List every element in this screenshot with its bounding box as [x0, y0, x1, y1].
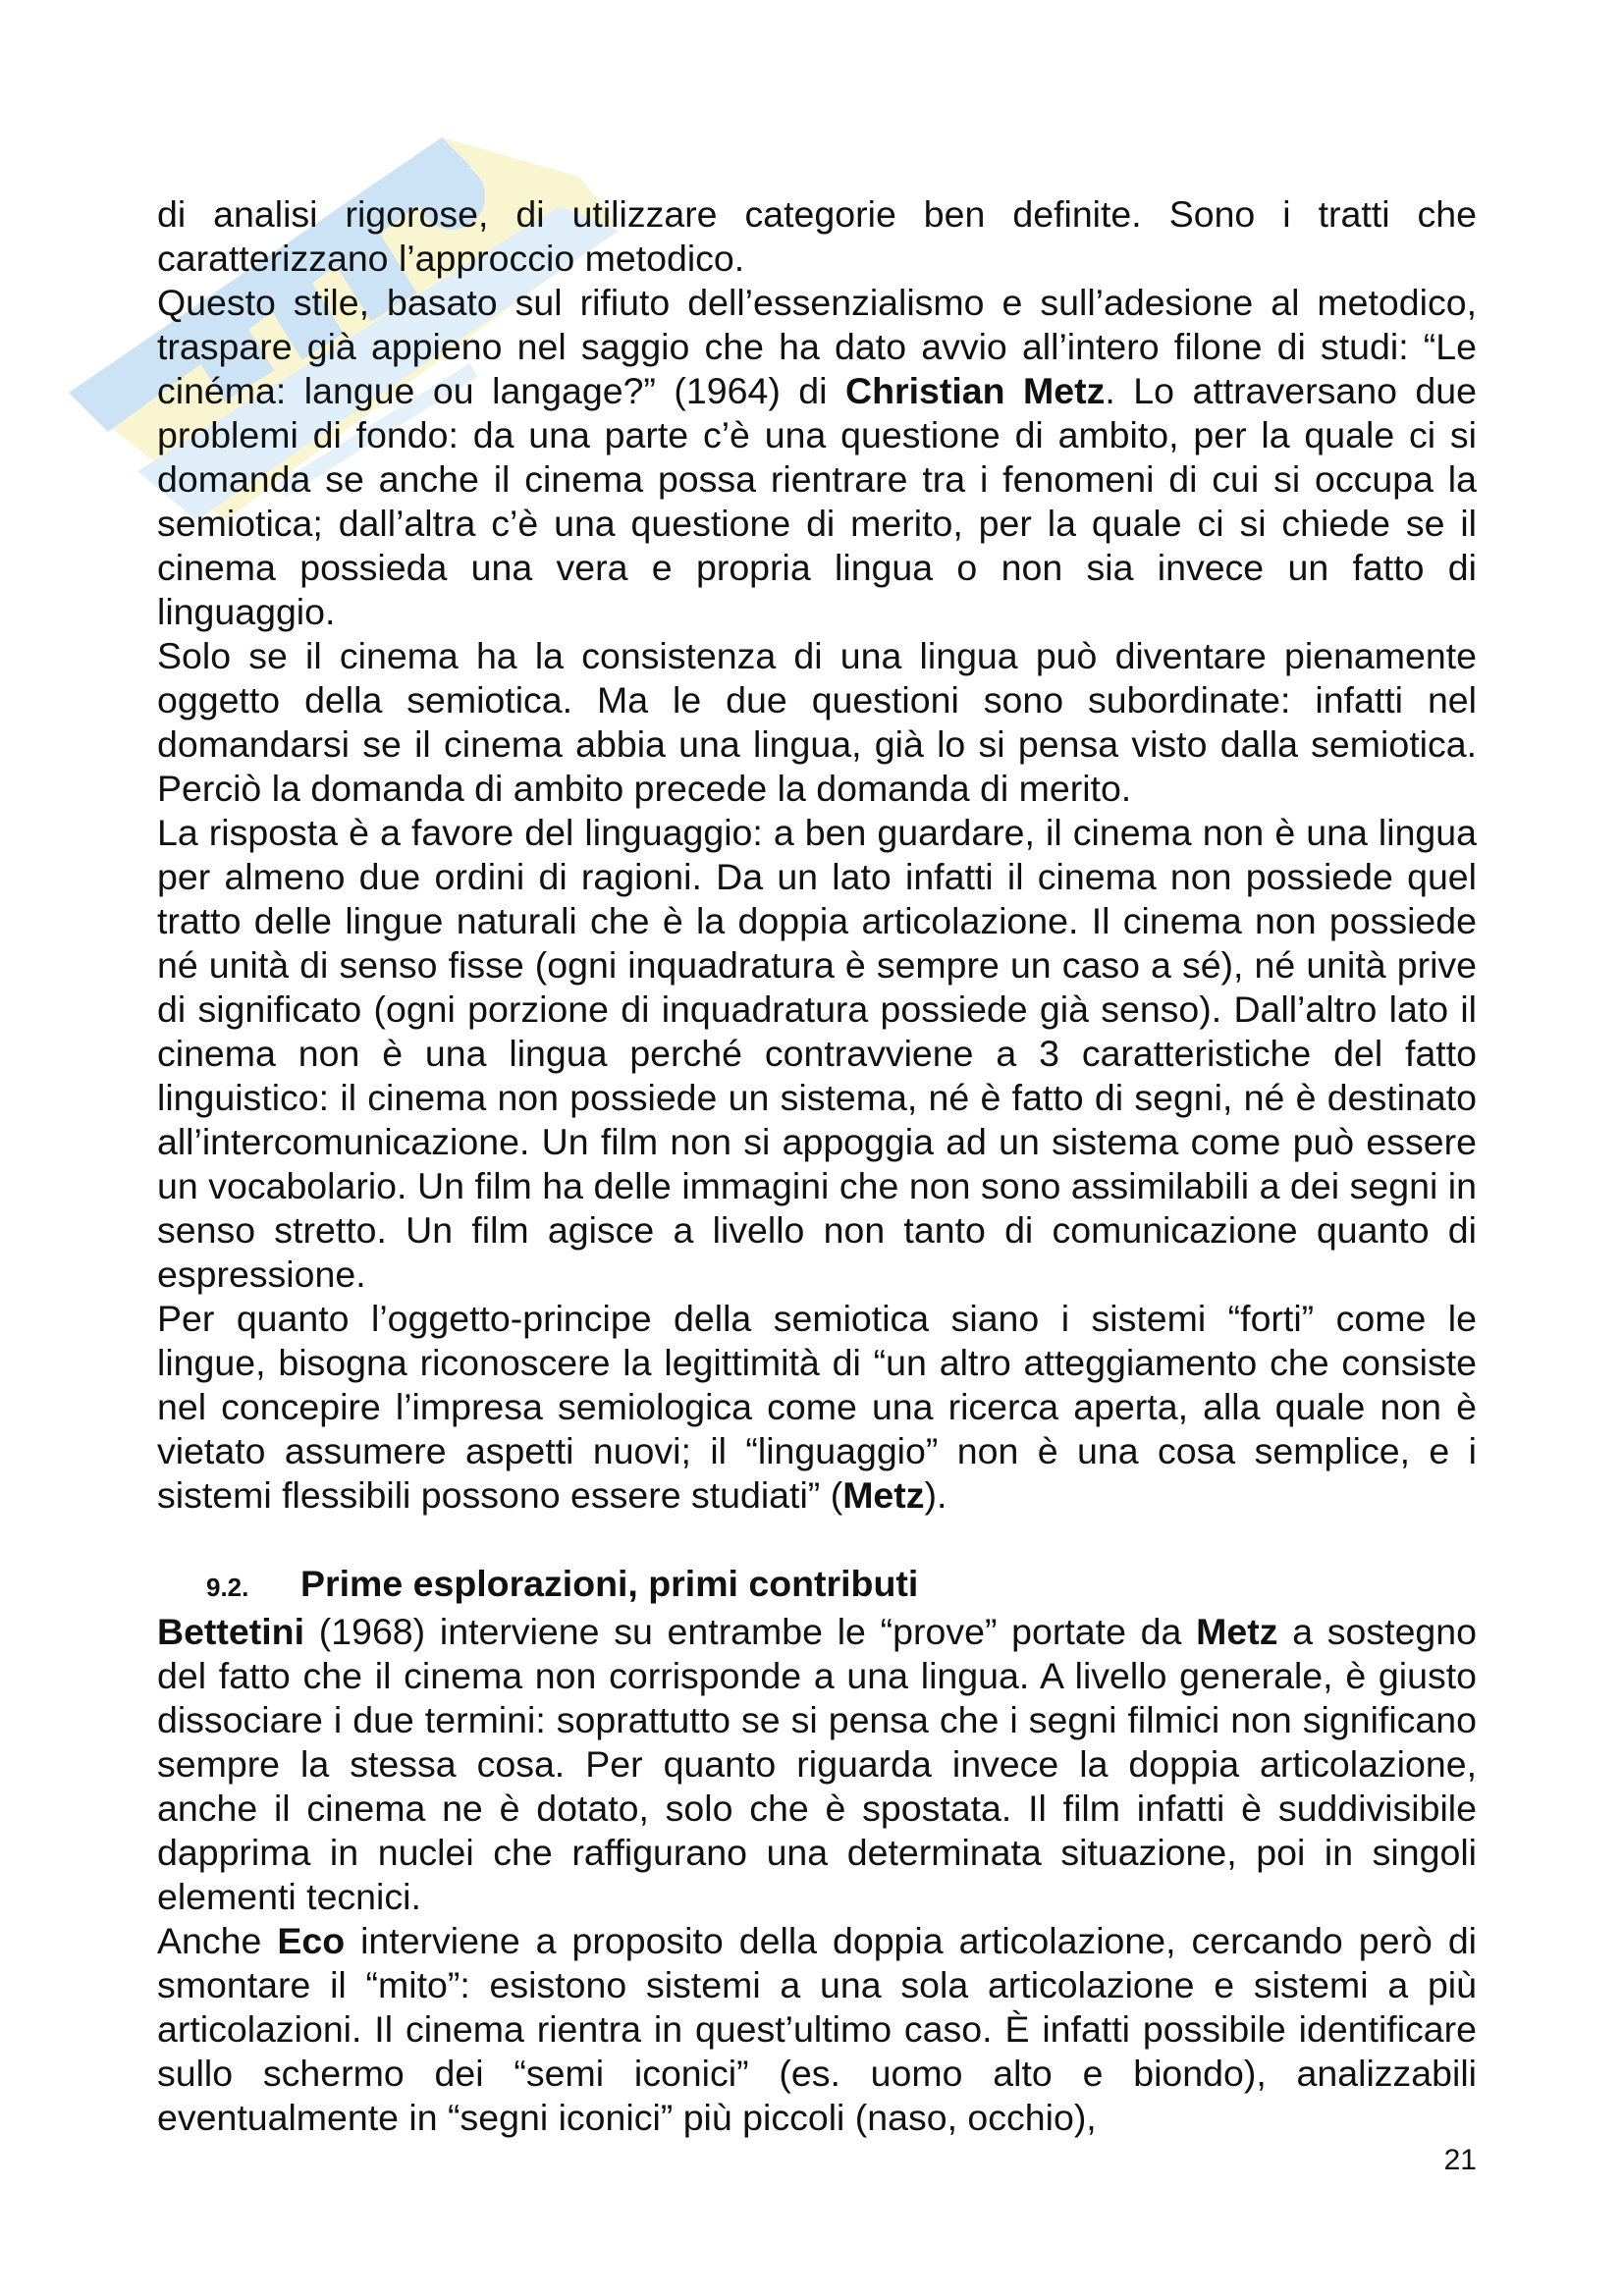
section-number: 9.2. — [206, 1573, 249, 1602]
paragraph-1 — [157, 192, 1477, 281]
text-run: La risposta è a favore del linguaggio: a ben guardare, il cinema non è una lingua per almeno due ordini di ragioni. Da un lato infatti il cinema non possiede quel tratto delle lingue naturali che è la doppia articolazione. Il cinema non possiede né unità di senso fisse (ogni inquadratura è sempre un caso a sé), né unità prive di significato (ogni porzione di inquadratura possiede già senso). Dall’altro lato il cinema non è una lingua perché contravviene a 3 caratteristiche del fatto linguistico: il cinema non possiede un sistema, né è fatto di segni, né è destinato all’intercomunicazione. Un film non si appoggia ad un sistema come può essere un vocabolario. Un film ha delle immagini che non sono assimilabili a dei segni in senso stretto. Un film agisce a livello non tanto di comunicazione quanto di espressione. — [157, 812, 1477, 1295]
text-run: (1968) interviene su entrambe le “prove” portate da — [304, 1611, 1197, 1652]
author-name-bold: Bettetini — [157, 1611, 304, 1652]
author-name-bold: Christian Metz — [845, 370, 1106, 411]
author-name-bold: Metz — [842, 1474, 925, 1516]
text-run: interviene a proposito della doppia articolazione, cercando però di smontare il “mito”: esistono sistemi a una sola articolazione e sistemi a più articolazioni. Il cinema rientra in quest’ultimo caso. È infatti possibile identificare sullo schermo dei “semi iconici” (es. uomo alto e biondo), analizzabili eventualmente in “segni iconici” più piccoli (naso, occhio), — [157, 1920, 1478, 2138]
paragraph-5 — [157, 1297, 1477, 1518]
text-run: Anche — [157, 1920, 278, 1961]
document-body — [157, 192, 1477, 2140]
text-run: di analisi rigorose, di utilizzare categorie ben definite. Sono i tratti che caratterizzano l’approccio metodico. — [157, 193, 1477, 279]
paragraph-2 — [157, 281, 1477, 634]
paragraph-7 — [157, 1919, 1477, 2140]
paragraph-3 — [157, 634, 1477, 811]
text-run: a sostegno del fatto che il cinema non corrisponde a una lingua. A livello generale, è giusto dissociare i due termini: soprattutto se si pensa che i segni filmici non significano sempre la stessa cosa. Per quanto riguarda invece la doppia articolazione, anche il cinema ne è dotato, solo che è spostata. Il film infatti è suddivisibile dapprima in nuclei che raffigurano una determinata situazione, poi in singoli elementi tecnici. — [157, 1611, 1477, 1917]
text-run: Solo se il cinema ha la consistenza di una lingua può diventare pienamente oggetto della semiotica. Ma le due questioni sono subordinate: infatti nel domandarsi se il cinema abbia una lingua, già lo si pensa visto dalla semiotica. Perciò la domanda di ambito precede la domanda di merito. — [157, 635, 1477, 809]
section-title: Prime esplorazioni, primi contributi — [300, 1563, 919, 1604]
text-run: . Lo attraversano due problemi di fondo: da una parte c’è una questione di ambito, per la quale ci si domanda se anche il cinema possa rientrare tra i fenomeni di cui si occupa la semiotica; dall’altra c’è una questione di merito, per la quale ci si chiede se il cinema possieda una vera e propria lingua o non sia invece un fatto di linguaggio. — [157, 370, 1477, 632]
text-run: ). — [924, 1474, 947, 1516]
paragraph-6 — [157, 1610, 1477, 1919]
page-number: 21 — [1443, 2144, 1477, 2176]
author-name-bold: Eco — [277, 1920, 346, 1961]
author-name-bold: Metz — [1196, 1611, 1278, 1652]
text-run: Per quanto l’oggetto-principe della semiotica siano i sistemi “forti” come le lingue, bisogna riconoscere la legittimità di “un altro atteggiamento che consiste nel concepire l’impresa semiologica come una ricerca aperta, alla quale non è vietato assumere aspetti nuovi; il “linguaggio” non è una cosa semplice, e i sistemi flessibili possono essere studiati” ( — [157, 1298, 1477, 1516]
section-spacer — [157, 1518, 1477, 1562]
text-run: Questo stile, basato sul rifiuto dell’essenzialismo e sull’adesione al metodico, traspare già appieno nel saggio che ha dato avvio all’intero filone di studi: “Le cinéma: langue ou langage?” (1964) di — [157, 282, 1477, 411]
section-heading — [157, 1562, 1477, 1610]
paragraph-4 — [157, 811, 1477, 1297]
